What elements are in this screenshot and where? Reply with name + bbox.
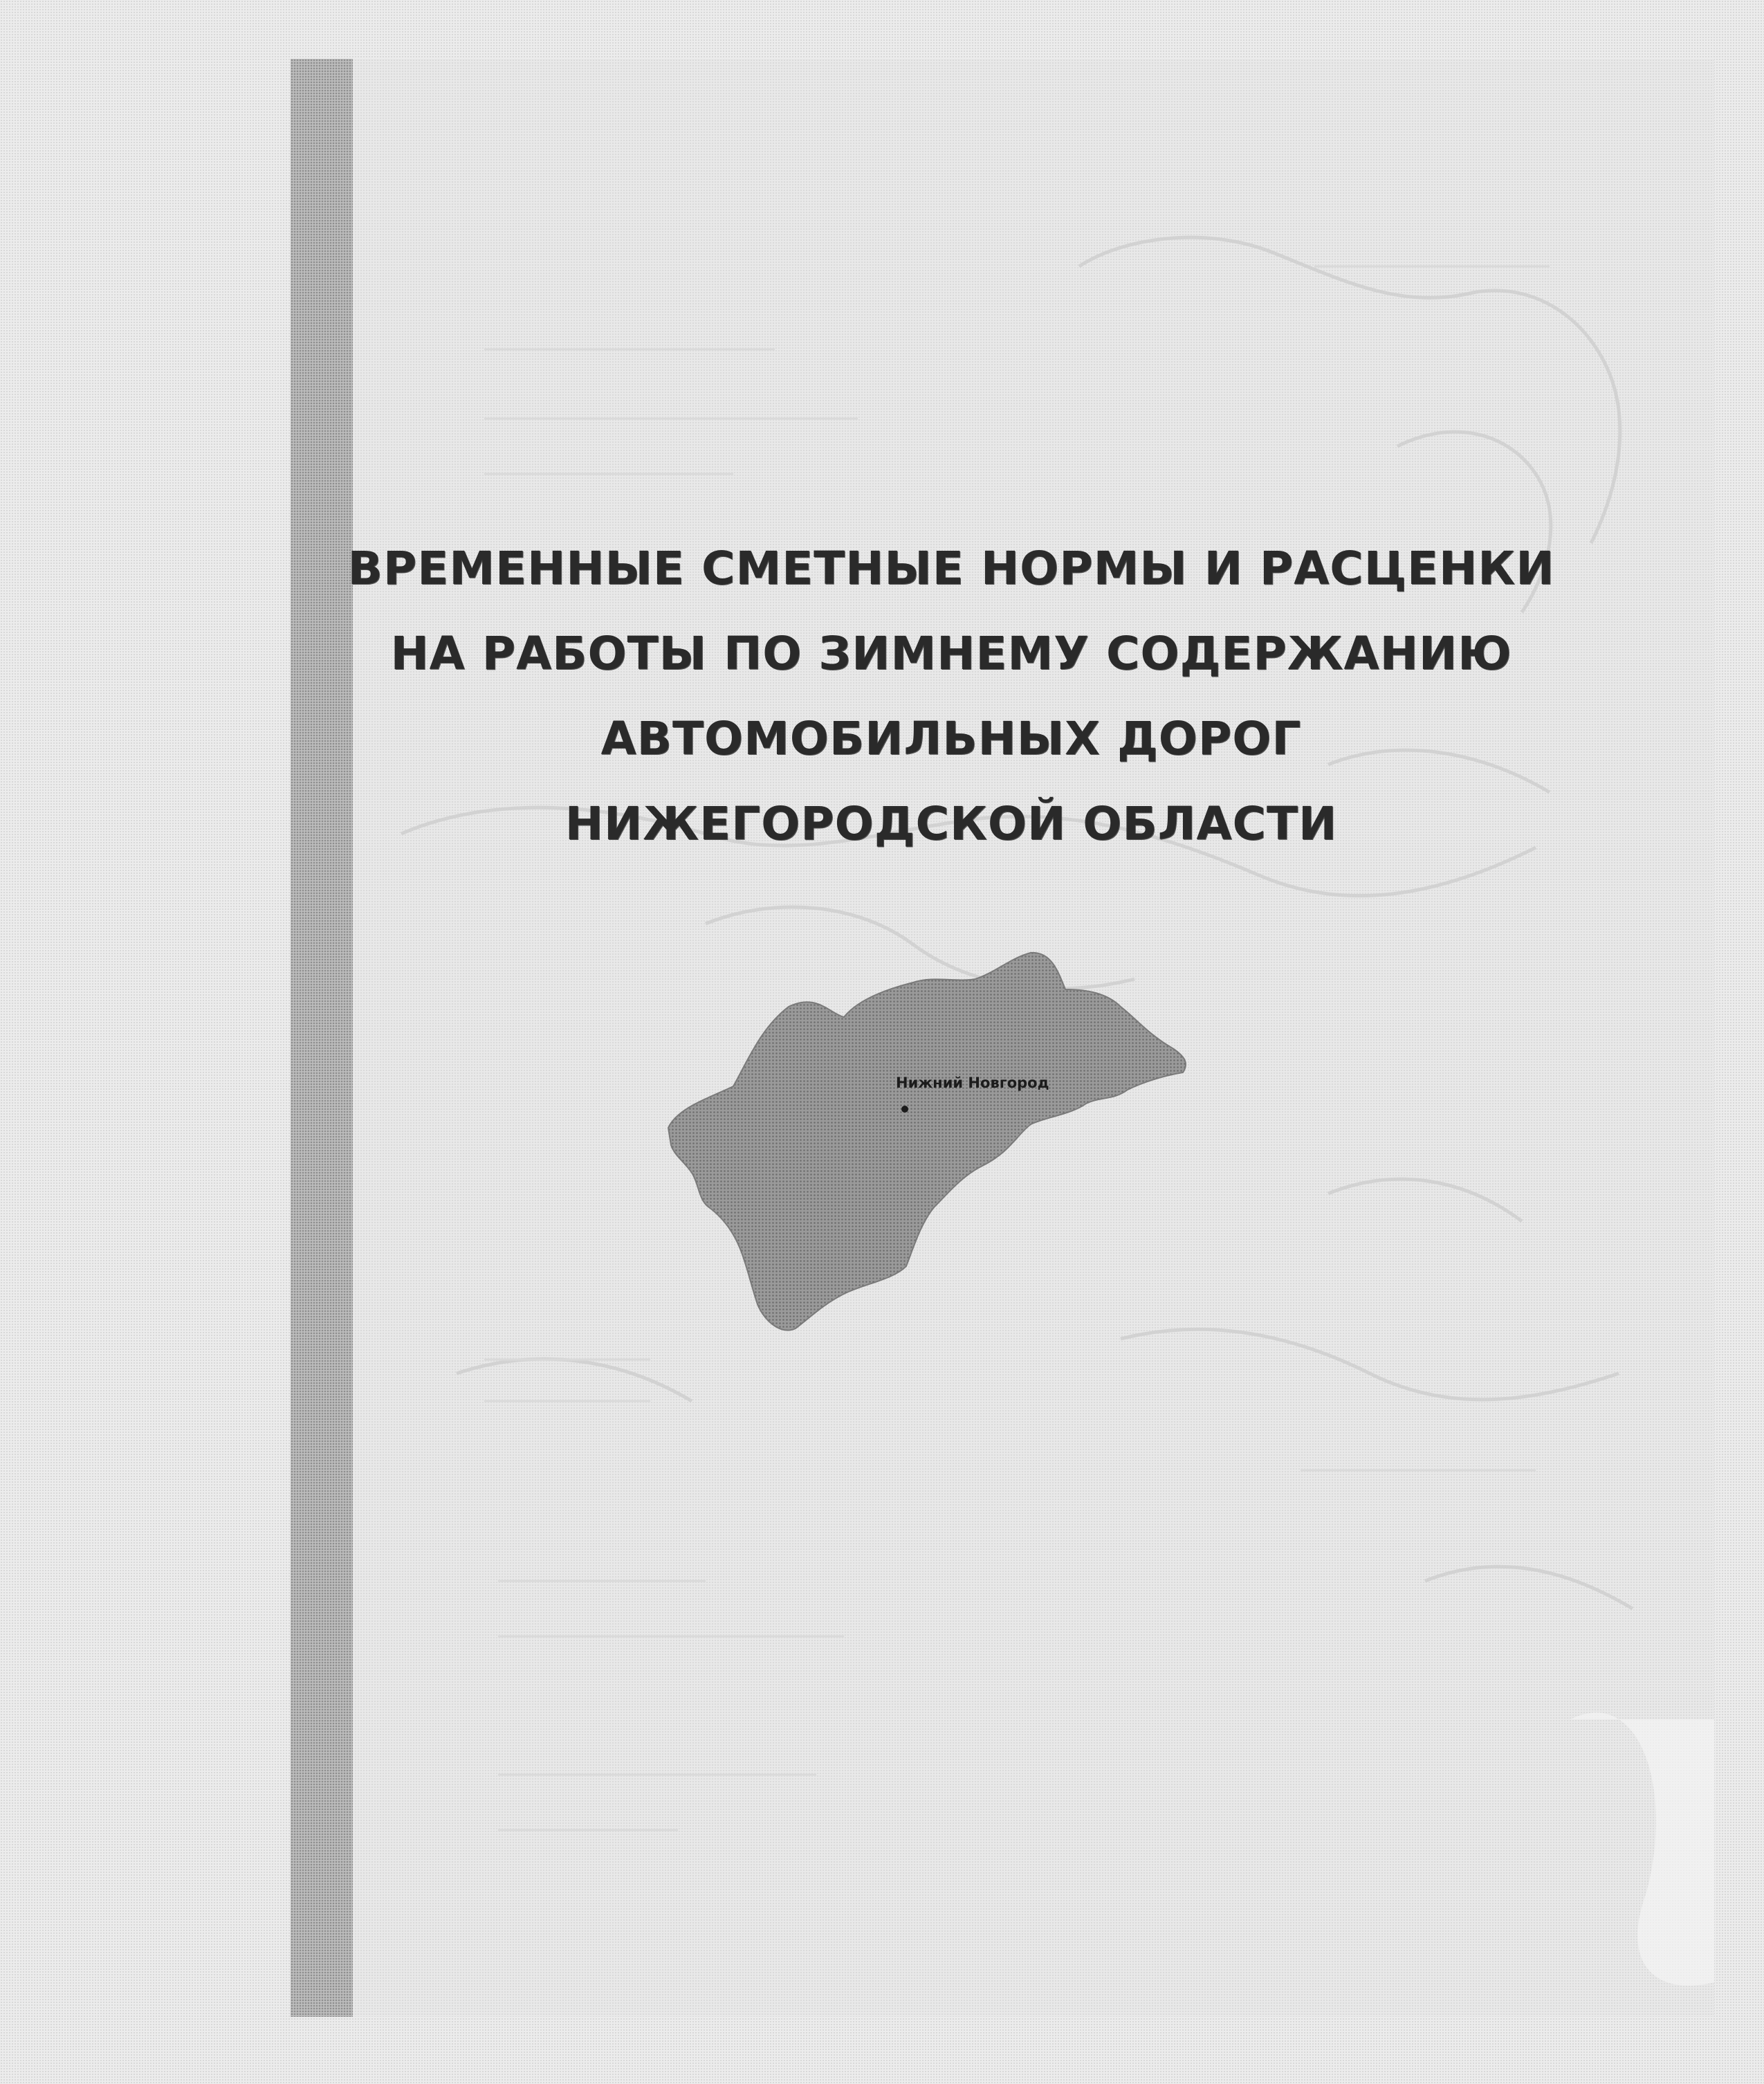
city-marker-icon xyxy=(901,1106,908,1113)
region-shape xyxy=(668,953,1186,1331)
title-line-2: НА РАБОТЫ ПО ЗИМНЕМУ СОДЕРЖАНИЮ xyxy=(390,627,1512,680)
title-line-1: ВРЕМЕННЫЕ СМЕТНЫЕ НОРМЫ И РАСЦЕНКИ xyxy=(347,542,1555,595)
book-spine xyxy=(291,59,353,2017)
nizhny-novgorod-region-map xyxy=(657,951,1211,1353)
title-line-3: АВТОМОБИЛЬНЫХ ДОРОГ xyxy=(600,712,1302,765)
city-label: Нижний Новгород xyxy=(896,1075,1049,1091)
title-line-4: НИЖЕГОРОДСКОЙ ОБЛАСТИ xyxy=(564,797,1338,850)
cover-title xyxy=(325,526,1577,866)
